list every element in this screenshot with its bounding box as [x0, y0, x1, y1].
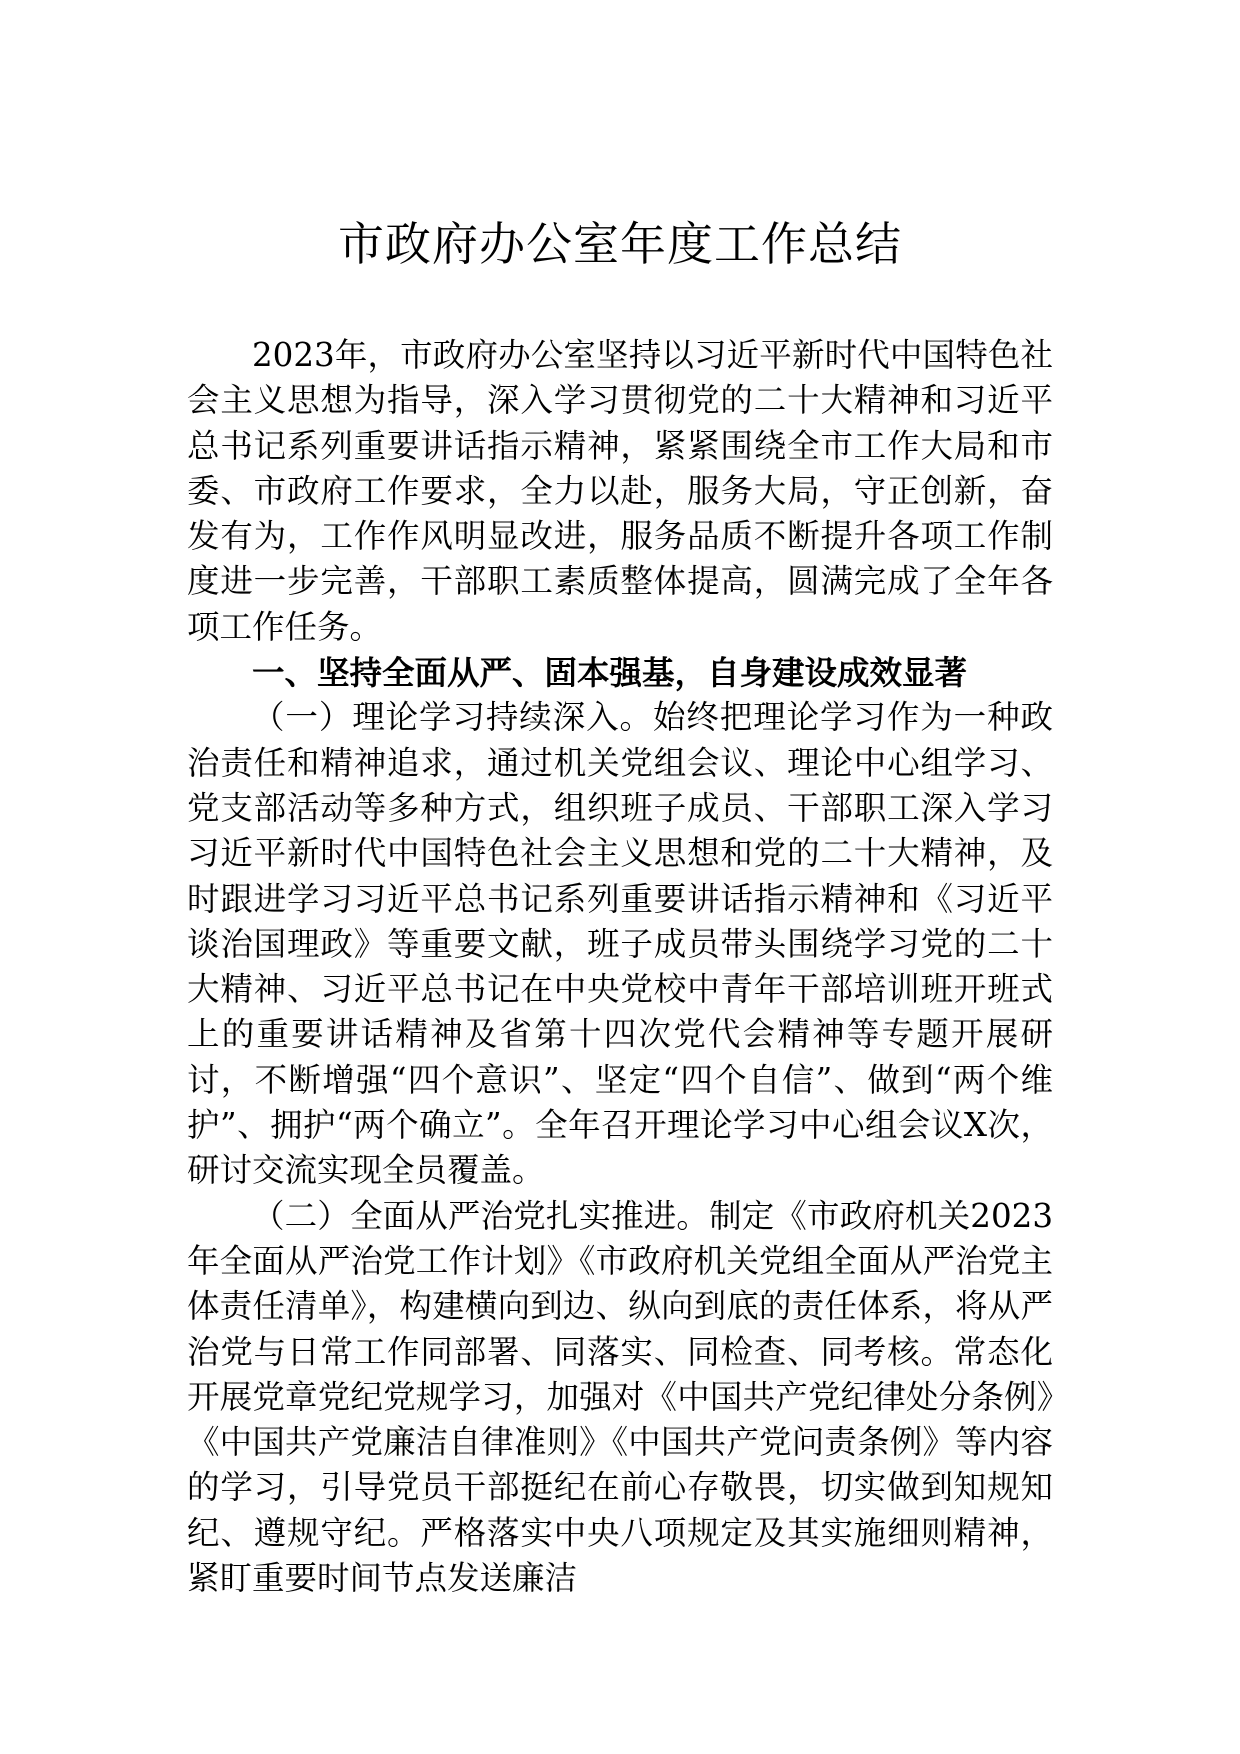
document-body: [187, 333, 1053, 1601]
intro-paragraph: 2023年，市政府办公室坚持以习近平新时代中国特色社会主义思想为指导，深入学习贯彻党的二十大精神和习近平总书记系列重要讲话指示精神，紧紧围绕全市工作大局和市委、市政府工作要求，全力以赴，服务大局，守正创新，奋发有为，工作作风明显改进，服务品质不断提升各项工作制度进一步完善，干部职工素质整体提高，圆满完成了全年各项工作任务。: [187, 336, 1053, 646]
subsection-paragraph-2: [187, 1194, 1053, 1602]
subsection-heading-2: （二）全面从严治党扎实推进。: [252, 1196, 710, 1235]
subsection-paragraph-1: [187, 695, 1053, 1193]
subsection-text-2: 制定《市政府机关2023年全面从严治党工作计划》《市政府机关党组全面从严治党主体责任清单》，构建横向到边、纵向到底的责任体系，将从严治党与日常工作同部署、同落实、同检查、同考核。常态化开展党章党纪党规学习，加强对《中国共产党纪律处分条例》《中国共产党廉洁自律准则》《中国共产党问责条例》等内容的学习，引导党员干部挺纪在前心存敬畏，切实做到知规知纪、遵规守纪。严格落实中央八项规定及其实施细则精神，紧盯重要时间节点发送廉洁: [187, 1196, 1053, 1598]
document-title: 市政府办公室年度工作总结: [338, 217, 902, 271]
subsection-heading-1: （一）理论学习持续深入。: [252, 698, 653, 737]
subsection-text-1: 始终把理论学习作为一种政治责任和精神追求，通过机关党组会议、理论中心组学习、党支部活动等多种方式，组织班子成员、干部职工深入学习习近平新时代中国特色社会主义思想和党的二十大精神，及时跟进学习习近平总书记系列重要讲话指示精神和《习近平谈治国理政》等重要文献，班子成员带头围绕学习党的二十大精神、习近平总书记在中央党校中青年干部培训班开班式上的重要讲话精神及省第十四次党代会精神等专题开展研讨，不断增强“四个意识”、坚定“四个自信”、做到“两个维护”、拥护“两个确立”。全年召开理论学习中心组会议X次，研讨交流实现全员覆盖。: [187, 698, 1053, 1190]
section-heading-1: 一、坚持全面从严、固本强基，自身建设成效显著: [252, 653, 968, 693]
